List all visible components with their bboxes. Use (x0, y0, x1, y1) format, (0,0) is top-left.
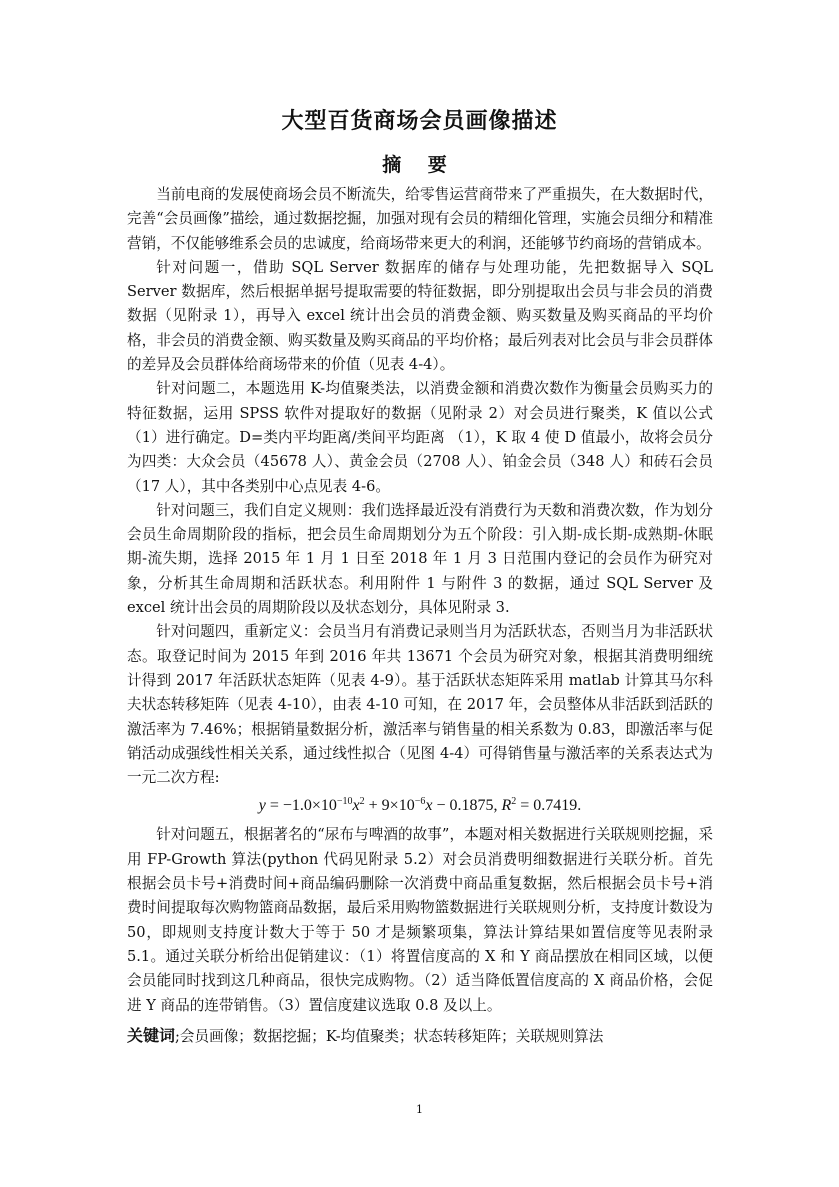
abstract-paragraph-intro: 当前电商的发展使商场会员不断流失，给零售运营商带来了严重损失，在大数据时代，完善“会员画像”描绘，通过数据挖掘，加强对现有会员的精细化管理，实施会员细分和精准营销，不仅能够维系会员的忠诚度，给商场带来更大的利润，还能够节约商场的营销成本。 (127, 186, 713, 252)
eq-term1-coef: −1.0×10 (282, 797, 337, 815)
keywords-label: 关键词 (127, 1025, 176, 1045)
keywords-list: ;会员画像；数据挖掘；K-均值聚类；状态转移矩阵；关联规则算法 (175, 1027, 604, 1045)
abstract-heading: 摘 要 (382, 154, 457, 176)
eq-lhs: y (258, 797, 266, 815)
abstract-paragraph-problem-4: 针对问题四，重新定义：会员当月有消费记录则当月为活跃状态，否则当月为非活跃状态。取登记时间为 2015 年到 2016 年共 13671 个会员为研究对象，根据其消费明细统计得到 2017 年活跃状态矩阵（见表 4-9）。基于活跃状态矩阵采用 matlab 计算其马尔科夫状态转移矩阵（见表 4-10），由表 4-10 可知，在 2017 年，会员整体从非活跃到活跃的激活率为 7.46%；根据销量数据分析，激活率与销售量的相关系数为 0.83，即激活率与促销活动成强线性相关关系，通过线性拟合（见图 4-4）可得销售量与激活率的关系表达式为一元二次方程: (127, 623, 713, 787)
abstract-paragraph-problem-1: 针对问题一，借助 SQL Server 数据库的储存与处理功能，先把数据导入 SQL Server 数据库，然后根据单据号提取需要的特征数据，即分别提取出会员与非会员的消费数据（见附录 1），再导入 excel 统计出会员的消费金额、购买数量及购买商品的平均价格，非会员的消费金额、购买数量及购买商品的平均价格；最后列表对比会员与非会员群体的差异及会员群体给商场带来的价值（见表 4-4）。 (127, 258, 713, 374)
eq-term1-pow: 2 (359, 796, 365, 808)
eq-term2-coef: + 9×10 (364, 797, 415, 815)
eq-term1-var: x (352, 797, 360, 815)
abstract-paragraph-problem-5: 针对问题五，根据著名的“尿布与啤酒的故事”，本题对相关数据进行关联规则挖掘，采用 FP-Growth 算法(python 代码见附录 5.2）对会员消费明细数据进行关联分析。首先根据会员卡号+消费时间+商品编码删除一次消费中商品重复数据，然后根据会员卡号+消费时间提取每次购物篮商品数据，最后采用购物篮数据进行关联规则分析，支持度计数设为 50，即规则支持度计数大于等于 50 才是频繁项集，算法计算结果如置信度等见表附录 5.1。通过关联分析给出促销建议：（1）将置信度高的 X 和 Y 商品摆放在相同区域，以便会员能同时找到这几种商品，很快完成购物。（2）适当降低置信度高的 X 商品价格，会促进 Y 商品的连带销售。（3）置信度建议选取 0.8 及以上。 (127, 826, 713, 1014)
eq-term2-exp: −6 (414, 796, 426, 808)
eq-r-var: R (501, 797, 512, 815)
eq-equals: = (265, 797, 283, 815)
eq-term2-var: x (425, 797, 433, 815)
eq-term3: − 0.1875, (432, 797, 502, 815)
abstract-paragraph-problem-3: 针对问题三，我们自定义规则：我们选择最近没有消费行为天数和消费次数，作为划分会员生命周期阶段的指标，把会员生命周期划分为五个阶段：引入期-成长期-成熟期-休眠期-流失期，选择 2015 年 1 月 1 日至 2018 年 1 月 3 日范围内登记的会员作为研究对象，分析其生命周期和活跃状态。利用附件 1 与附件 3 的数据，通过 SQL Server 及 excel 统计出会员的周期阶段以及状态划分，具体见附录 3. (127, 501, 713, 617)
paper-title: 大型百货商场会员画像描述 (281, 109, 558, 134)
abstract-paragraph-problem-2: 针对问题二，本题选用 K-均值聚类法，以消费金额和消费次数作为衡量会员购买力的特征数据，运用 SPSS 软件对提取好的数据（见附录 2）对会员进行聚类，K 值以公式（1）进行确定。D=类内平均距离/类间平均距离 （1），K 取 4 使 D 值最小，故将会员分为四类：大众会员（45678 人）、黄金会员（2708 人）、铂金会员（348 人）和砖石会员（17 人），其中各类别中心点见表 4-6。 (127, 380, 713, 495)
abstract-body (127, 183, 713, 1049)
page-number: 1 (416, 1103, 423, 1116)
eq-r-pow: 2 (511, 796, 517, 808)
regression-equation (127, 793, 713, 819)
eq-term1-exp: −10 (336, 796, 353, 808)
keywords-line (127, 1024, 713, 1049)
eq-r-value: = 0.7419. (516, 797, 582, 815)
